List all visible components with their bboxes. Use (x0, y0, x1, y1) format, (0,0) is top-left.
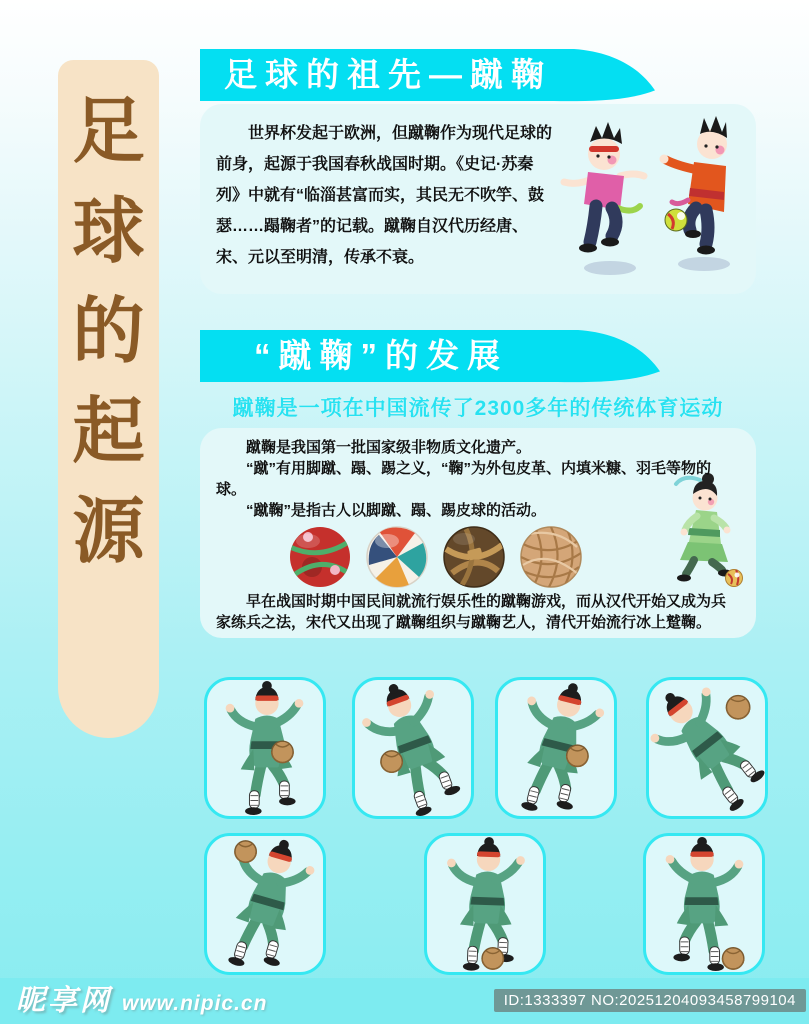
cuju-children-illustration (554, 108, 754, 288)
section2-paragraph-3: “蹴鞠”是指古人以脚蹴、蹋、踢皮球的活动。 (246, 502, 547, 519)
woven-leather-ball-icon (442, 525, 506, 589)
small-colorful-ball-icon (726, 570, 743, 587)
rattan-ball-icon (519, 525, 583, 589)
site-name: 昵享网 (16, 985, 113, 1017)
section1-panel (200, 104, 756, 294)
child-pink (564, 122, 644, 253)
cuju-pose-card-knee-juggle (204, 677, 326, 819)
side-title-char: 球 (72, 192, 145, 272)
cuju-pose-card-run-back-kick (643, 833, 765, 975)
site-url: www.nipic.cn (122, 992, 268, 1015)
section1-header: 足球的祖先—蹴鞠 (224, 56, 552, 93)
side-title-banner (58, 60, 159, 738)
cuju-pose-card-forward-dribble (424, 833, 546, 975)
section2-panel (200, 428, 756, 638)
section2-paragraph-4: 早在战国时期中国民间就流行娱乐性的蹴鞠游戏，而从汉代开始又成为兵家练兵之法，宋代又出现了蹴鞠组织与蹴鞠艺人，清代开始流行冰上蹵鞠。 (216, 593, 727, 631)
section2-paragraph-1: 蹴鞠是我国第一批国家级非物质文化遗产。 (246, 439, 532, 456)
colorful-cuju-ball-icon (665, 209, 687, 231)
section2-header: “蹴鞠”的发展 (254, 337, 508, 374)
cuju-pose-card-flying-side-kick (352, 677, 474, 819)
embroidered-silk-ball-icon (288, 525, 352, 589)
side-title-char: 源 (72, 492, 145, 572)
side-title-char: 起 (72, 392, 145, 472)
striped-color-ball-icon (365, 525, 429, 589)
cuju-pose-card-overhead-kick (646, 677, 768, 819)
section2-header-banner (200, 330, 660, 383)
section1-header-banner (200, 49, 655, 102)
section1-body-text: 世界杯发起于欧洲，但蹴鞠作为现代足球的前身，起源于我国春秋战国时期。《史记·苏秦列》中就有“临淄甚富而实，其民无不吹竽、鼓瑟……蹋鞠者”的记载。蹴鞠自汉代历经唐、宋、元以至明清，传承不衰。 (216, 125, 553, 266)
image-id-badge: ID:1333397 NO:20251204093458799104 (494, 989, 806, 1012)
cuju-pose-card-head-juggle (204, 833, 326, 975)
side-title-char: 足 (72, 92, 145, 172)
site-watermark (16, 978, 267, 1019)
cuju-pose-card-jump-volley (495, 677, 617, 819)
side-title-char: 的 (72, 292, 145, 372)
section2-subtitle: 蹴鞠是一项在中国流传了2300多年的传统体育运动 (232, 397, 724, 420)
section2-paragraph-2: “蹴”有用脚蹴、蹋、踢之义，“鞠”为外包皮革、内填米糠、羽毛等物的球。 (216, 460, 712, 498)
child-orange (660, 116, 728, 255)
